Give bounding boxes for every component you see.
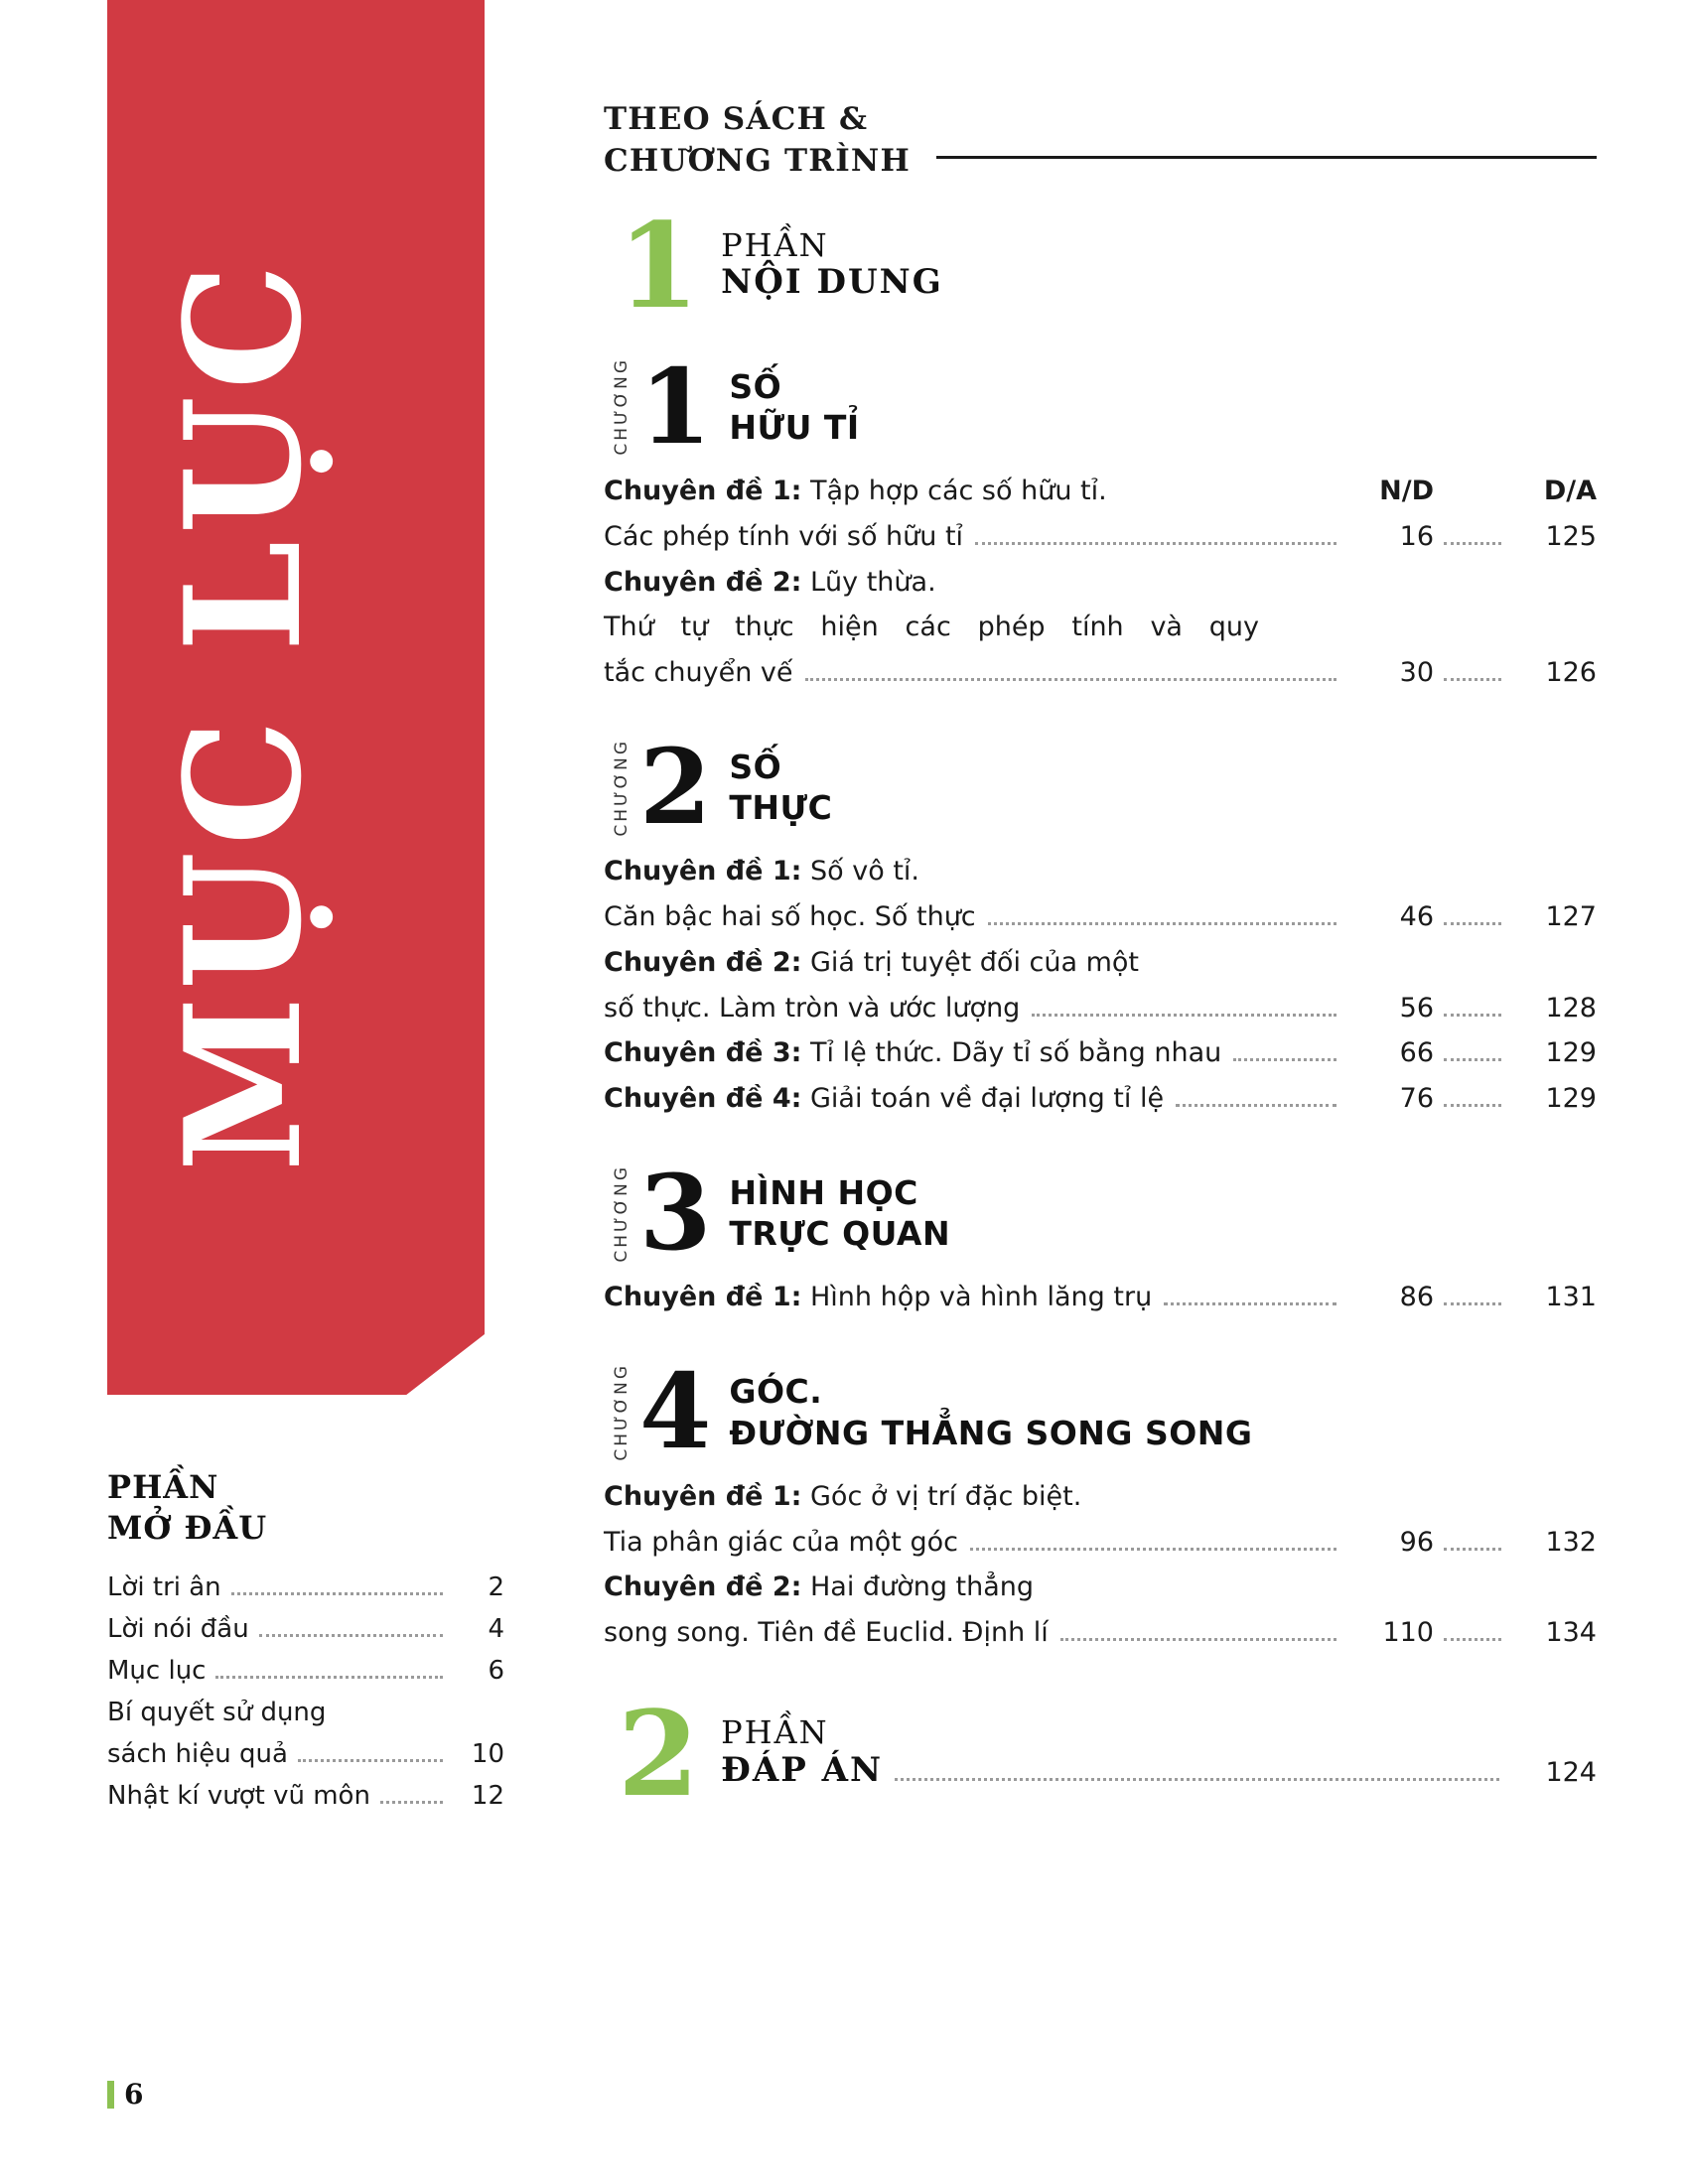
list-item-label: Lời tri ân	[107, 1571, 221, 1602]
toc-entry[interactable]	[604, 515, 1597, 559]
list-item[interactable]	[107, 1733, 504, 1775]
chapter-kicker: CHƯƠNG	[612, 1363, 632, 1461]
section-header-theo-sach	[604, 99, 1597, 183]
toc-entry-text	[604, 1475, 1081, 1519]
leader-dots-gap	[1444, 1104, 1501, 1107]
part-labels	[721, 227, 943, 315]
part-label-top: PHẦN	[721, 225, 829, 264]
toc-entry-label: Chuyên đề 2:	[604, 1571, 802, 1603]
list-item-label: Lời nói đầu	[107, 1614, 249, 1645]
leader-dots-gap	[1444, 590, 1501, 591]
chapter-kicker: CHƯƠNG	[612, 738, 632, 837]
toc-entry-nd: 16	[1399, 520, 1434, 552]
toc-entry-label: Chuyên đề 1:	[604, 1480, 802, 1512]
toc-entry[interactable]	[604, 1521, 1597, 1565]
part-header-2	[604, 1684, 1597, 1823]
toc-entry-title: Lũy thừa.	[801, 566, 936, 598]
chapter-number: 1	[639, 344, 712, 468]
leader-dots-gap	[1444, 922, 1501, 925]
part-label-bottom: ĐÁP ÁN	[721, 1749, 884, 1790]
toc-entry[interactable]	[604, 1475, 1597, 1519]
chapter-header-1	[604, 344, 1597, 468]
chapter-title	[729, 747, 832, 829]
toc-entry[interactable]	[604, 606, 1597, 649]
leader-dots-gap	[1444, 879, 1501, 880]
toc-entry-title: Hình hộp và hình lăng trụ	[801, 1282, 1153, 1313]
leader-dots	[1032, 1014, 1336, 1017]
toc-entry-da: 125	[1545, 520, 1597, 552]
toc-entry[interactable]	[604, 1611, 1597, 1655]
intro-part-block	[107, 1467, 504, 1818]
intro-part-list	[107, 1567, 504, 1818]
part-number: 2	[618, 1684, 700, 1823]
toc-entry-text	[604, 1077, 1164, 1121]
toc-entry[interactable]	[604, 1566, 1597, 1609]
toc-entry-nd: 86	[1399, 1282, 1434, 1313]
toc-entry[interactable]	[604, 651, 1597, 695]
chapter-kicker: CHƯƠNG	[612, 357, 632, 457]
toc-entry-text	[604, 941, 1139, 985]
leader-dots	[895, 1778, 1499, 1781]
list-item-page: 4	[488, 1614, 504, 1645]
leader-dots-gap	[1444, 1302, 1501, 1305]
leader-dots	[1176, 1104, 1336, 1107]
toc-entry-title: Hai đường thẳng	[801, 1571, 1035, 1603]
chapter-header-3	[604, 1151, 1597, 1274]
toc-entry-da: 129	[1545, 1037, 1597, 1069]
toc-entry-label: Chuyên đề 1:	[604, 1282, 802, 1313]
leader-dots-gap	[1444, 1014, 1501, 1017]
toc-entry-label: Chuyên đề 4:	[604, 1083, 802, 1115]
part-header-1	[604, 196, 1597, 335]
toc-entry-nd: 46	[1399, 901, 1434, 933]
leader-dots	[931, 879, 1336, 880]
chapter-title-line1: GÓC.	[729, 1372, 823, 1412]
list-item-page: 2	[488, 1571, 504, 1602]
toc-entry-label: Chuyên đề 2:	[604, 566, 802, 598]
chapter-title	[729, 1172, 950, 1255]
header-rule	[936, 156, 1597, 159]
footer-accent-bar	[107, 2081, 114, 2109]
list-item-label: Bí quyết sử dụng	[107, 1698, 327, 1728]
part-label-bottom: NỘI DUNG	[721, 262, 943, 303]
leader-dots-gap	[1444, 1504, 1501, 1505]
column-header-nd: N/D	[1379, 476, 1434, 507]
leader-dots	[1093, 1504, 1336, 1505]
toc-entry[interactable]	[604, 941, 1597, 985]
toc-entry-title: Tỉ lệ thức. Dãy tỉ số bằng nhau	[801, 1037, 1222, 1069]
page-title: MỤC LỤC	[150, 257, 337, 1172]
chapter-title-line2: TRỰC QUAN	[729, 1214, 951, 1254]
toc-entry-text: Tia phân giác của một góc	[604, 1526, 958, 1558]
leader-dots	[948, 590, 1336, 591]
chapter-kicker: CHƯƠNG	[612, 1163, 632, 1263]
toc-entry-text	[604, 470, 1107, 513]
page-number: 6	[124, 2078, 144, 2111]
leader-dots	[231, 1592, 443, 1595]
toc-content	[604, 99, 1597, 1823]
chapter-title-line1: HÌNH HỌC	[729, 1172, 918, 1212]
list-item-page: 12	[471, 1781, 504, 1812]
section-header-line2: CHƯƠNG TRÌNH	[604, 142, 911, 179]
toc-entry-text	[604, 561, 936, 605]
toc-entry[interactable]	[604, 850, 1597, 893]
banner-vertical-rule	[534, 233, 538, 1281]
chapter-title	[729, 366, 859, 449]
chapter-number: 3	[639, 1151, 712, 1274]
toc-entry-da: 126	[1545, 657, 1597, 689]
leader-dots-gap	[1444, 970, 1501, 971]
part-labels	[721, 1714, 1597, 1803]
toc-entry-da: 127	[1545, 901, 1597, 933]
leader-dots	[380, 1801, 443, 1804]
toc-entry[interactable]	[604, 987, 1597, 1030]
toc-entry-da: 129	[1545, 1083, 1597, 1115]
answer-part-row[interactable]	[721, 1751, 1597, 1791]
answer-part-page: 124	[1545, 1756, 1597, 1788]
toc-entry-text: tắc chuyển vế	[604, 657, 793, 689]
leader-dots-gap	[1444, 1058, 1501, 1061]
leader-dots	[259, 1634, 443, 1637]
toc-entry-title: Tập hợp các số hữu tỉ.	[801, 476, 1107, 507]
list-item-label: Nhật kí vượt vũ môn	[107, 1781, 370, 1812]
leader-dots-gap	[1444, 1548, 1501, 1551]
toc-entry-label: Chuyên đề 1:	[604, 476, 802, 507]
section-header-line1: THEO SÁCH &	[604, 101, 869, 137]
chapter-header-2	[604, 725, 1597, 848]
toc-entry-nd: 30	[1399, 657, 1434, 689]
toc-entry-title: Góc ở vị trí đặc biệt.	[801, 1480, 1082, 1512]
toc-entry-da: 134	[1545, 1617, 1597, 1649]
toc-entry-text: số thực. Làm tròn và ước lượng	[604, 992, 1021, 1024]
leader-dots	[1060, 1638, 1336, 1641]
toc-entry-text	[604, 1276, 1152, 1319]
leader-dots	[298, 1759, 443, 1762]
toc-entry-label: Chuyên đề 3:	[604, 1037, 802, 1069]
toc-entry-label: Chuyên đề 1:	[604, 856, 802, 887]
leader-dots	[215, 1676, 443, 1679]
chapter-title-line2: THỰC	[729, 788, 833, 828]
toc-entry[interactable]	[604, 895, 1597, 939]
toc-entry-da: 128	[1545, 992, 1597, 1024]
intro-part-label-top: PHẦN	[107, 1468, 219, 1506]
toc-entry-text: Các phép tính với số hữu tỉ	[604, 520, 964, 552]
list-item[interactable]	[107, 1650, 504, 1692]
leader-dots	[1233, 1058, 1336, 1061]
column-header-da: D/A	[1543, 476, 1597, 507]
chapter-number: 2	[639, 725, 712, 848]
chapter-header-4	[604, 1350, 1597, 1473]
toc-entry[interactable]	[604, 1031, 1597, 1075]
leader-dots	[805, 678, 1336, 681]
leader-dots-gap	[1444, 1594, 1501, 1595]
list-item[interactable]	[107, 1608, 504, 1650]
leader-dots-gap	[1444, 678, 1501, 681]
toc-entry[interactable]	[604, 470, 1597, 513]
page-footer	[107, 2078, 143, 2111]
leader-dots	[988, 922, 1336, 925]
toc-entry-nd: 66	[1399, 1037, 1434, 1069]
toc-entry-da: 131	[1545, 1282, 1597, 1313]
leader-dots-gap	[1444, 1638, 1501, 1641]
toc-entry-text: Căn bậc hai số học. Số thực	[604, 901, 976, 933]
toc-entry-nd: 110	[1382, 1617, 1434, 1649]
toc-entry-text	[604, 850, 919, 893]
list-item-label: Mục lục	[107, 1656, 207, 1687]
chapter-title-line2: HỮU TỈ	[729, 407, 860, 447]
chapter-title-line1: SỐ	[729, 747, 782, 786]
chapter-title-line2: ĐƯỜNG THẲNG SONG SONG	[729, 1413, 1253, 1452]
leader-dots-gap	[1354, 634, 1412, 635]
intro-part-label-bottom: MỞ ĐẦU	[107, 1508, 268, 1547]
leader-dots-gap	[1444, 542, 1501, 545]
leader-dots	[1151, 970, 1336, 971]
toc-entry-da: 132	[1545, 1526, 1597, 1558]
left-column	[0, 0, 556, 2184]
part-label-top: PHẦN	[721, 1712, 829, 1751]
leader-dots	[336, 1719, 443, 1720]
chapter-title-line1: SỐ	[729, 366, 782, 406]
toc-entry-title: Giá trị tuyệt đối của một	[801, 946, 1140, 978]
toc-entry-label: Chuyên đề 2:	[604, 946, 802, 978]
leader-dots	[1046, 1594, 1336, 1595]
toc-entry-text	[604, 1566, 1034, 1609]
leader-dots	[970, 1548, 1336, 1551]
list-item[interactable]	[107, 1692, 504, 1733]
list-item-label: sách hiệu quả	[107, 1739, 288, 1770]
toc-entry[interactable]	[604, 1276, 1597, 1319]
chapter-number: 4	[639, 1350, 712, 1473]
list-item-page: 10	[471, 1739, 504, 1770]
part-number: 1	[618, 196, 700, 335]
list-item-page: 6	[488, 1656, 504, 1687]
toc-entry-text	[604, 1031, 1221, 1075]
section-header-text	[604, 99, 911, 183]
leader-dots	[975, 542, 1336, 545]
toc-entry-nd: 56	[1399, 992, 1434, 1024]
chapter-title	[729, 1371, 1252, 1453]
leader-dots-gap	[1444, 498, 1501, 499]
leader-dots	[1164, 1302, 1336, 1305]
list-item[interactable]	[107, 1567, 504, 1608]
toc-entry[interactable]	[604, 1077, 1597, 1121]
toc-entry-title: Giải toán về đại lượng tỉ lệ	[801, 1083, 1165, 1115]
toc-entry-nd: 76	[1399, 1083, 1434, 1115]
toc-entry-nd: 96	[1399, 1526, 1434, 1558]
toc-entry-title: Số vô tỉ.	[801, 856, 919, 887]
toc-entry-text: song song. Tiên đề Euclid. Định lí	[604, 1617, 1049, 1649]
leader-dots	[1119, 498, 1336, 499]
list-item[interactable]	[107, 1775, 504, 1817]
toc-entry[interactable]	[604, 561, 1597, 605]
toc-entry-text: Thứ tự thực hiện các phép tính và quy	[604, 612, 1259, 643]
